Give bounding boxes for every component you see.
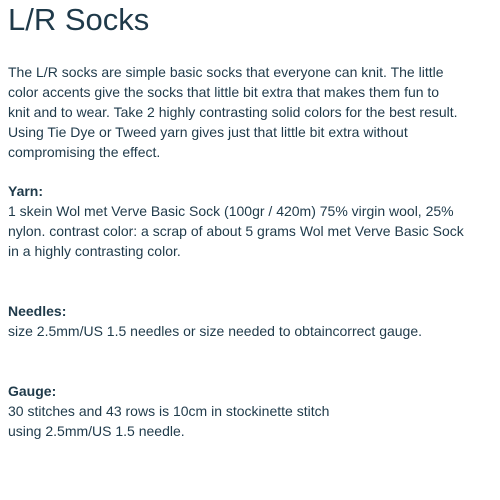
intro-line: compromising the effect. [8,144,161,160]
needles-line: size 2.5mm/US 1.5 needles or size needed to obtaincorrect gauge. [8,323,423,339]
gauge-heading: Gauge: [8,383,57,399]
yarn-line: in a highly contrasting color. [8,243,181,259]
yarn-line: nylon. contrast color: a scrap of about 5 grams Wol met Verve Basic Sock [8,223,464,239]
intro-line: The L/R socks are simple basic socks that everyone can knit. The little [8,64,444,80]
yarn-heading: Yarn: [8,183,44,199]
yarn-section [8,181,494,261]
intro-line: Using Tie Dye or Tweed yarn gives just that little bit extra without [8,124,408,140]
page-title: L/R Socks [8,2,150,37]
intro-paragraph [8,62,494,162]
gauge-section [8,381,494,441]
gauge-line: using 2.5mm/US 1.5 needle. [8,423,185,439]
gauge-line: 30 stitches and 43 rows is 10cm in stockinette stitch [8,403,330,419]
intro-line: color accents give the socks that little bit extra that makes them fun to [8,84,440,100]
needles-heading: Needles: [8,303,67,319]
intro-line: knit and to wear. Take 2 highly contrasting solid colors for the best result. [8,104,458,120]
yarn-line: 1 skein Wol met Verve Basic Sock (100gr / 420m) 75% virgin wool, 25% [8,203,454,219]
needles-section [8,301,494,341]
